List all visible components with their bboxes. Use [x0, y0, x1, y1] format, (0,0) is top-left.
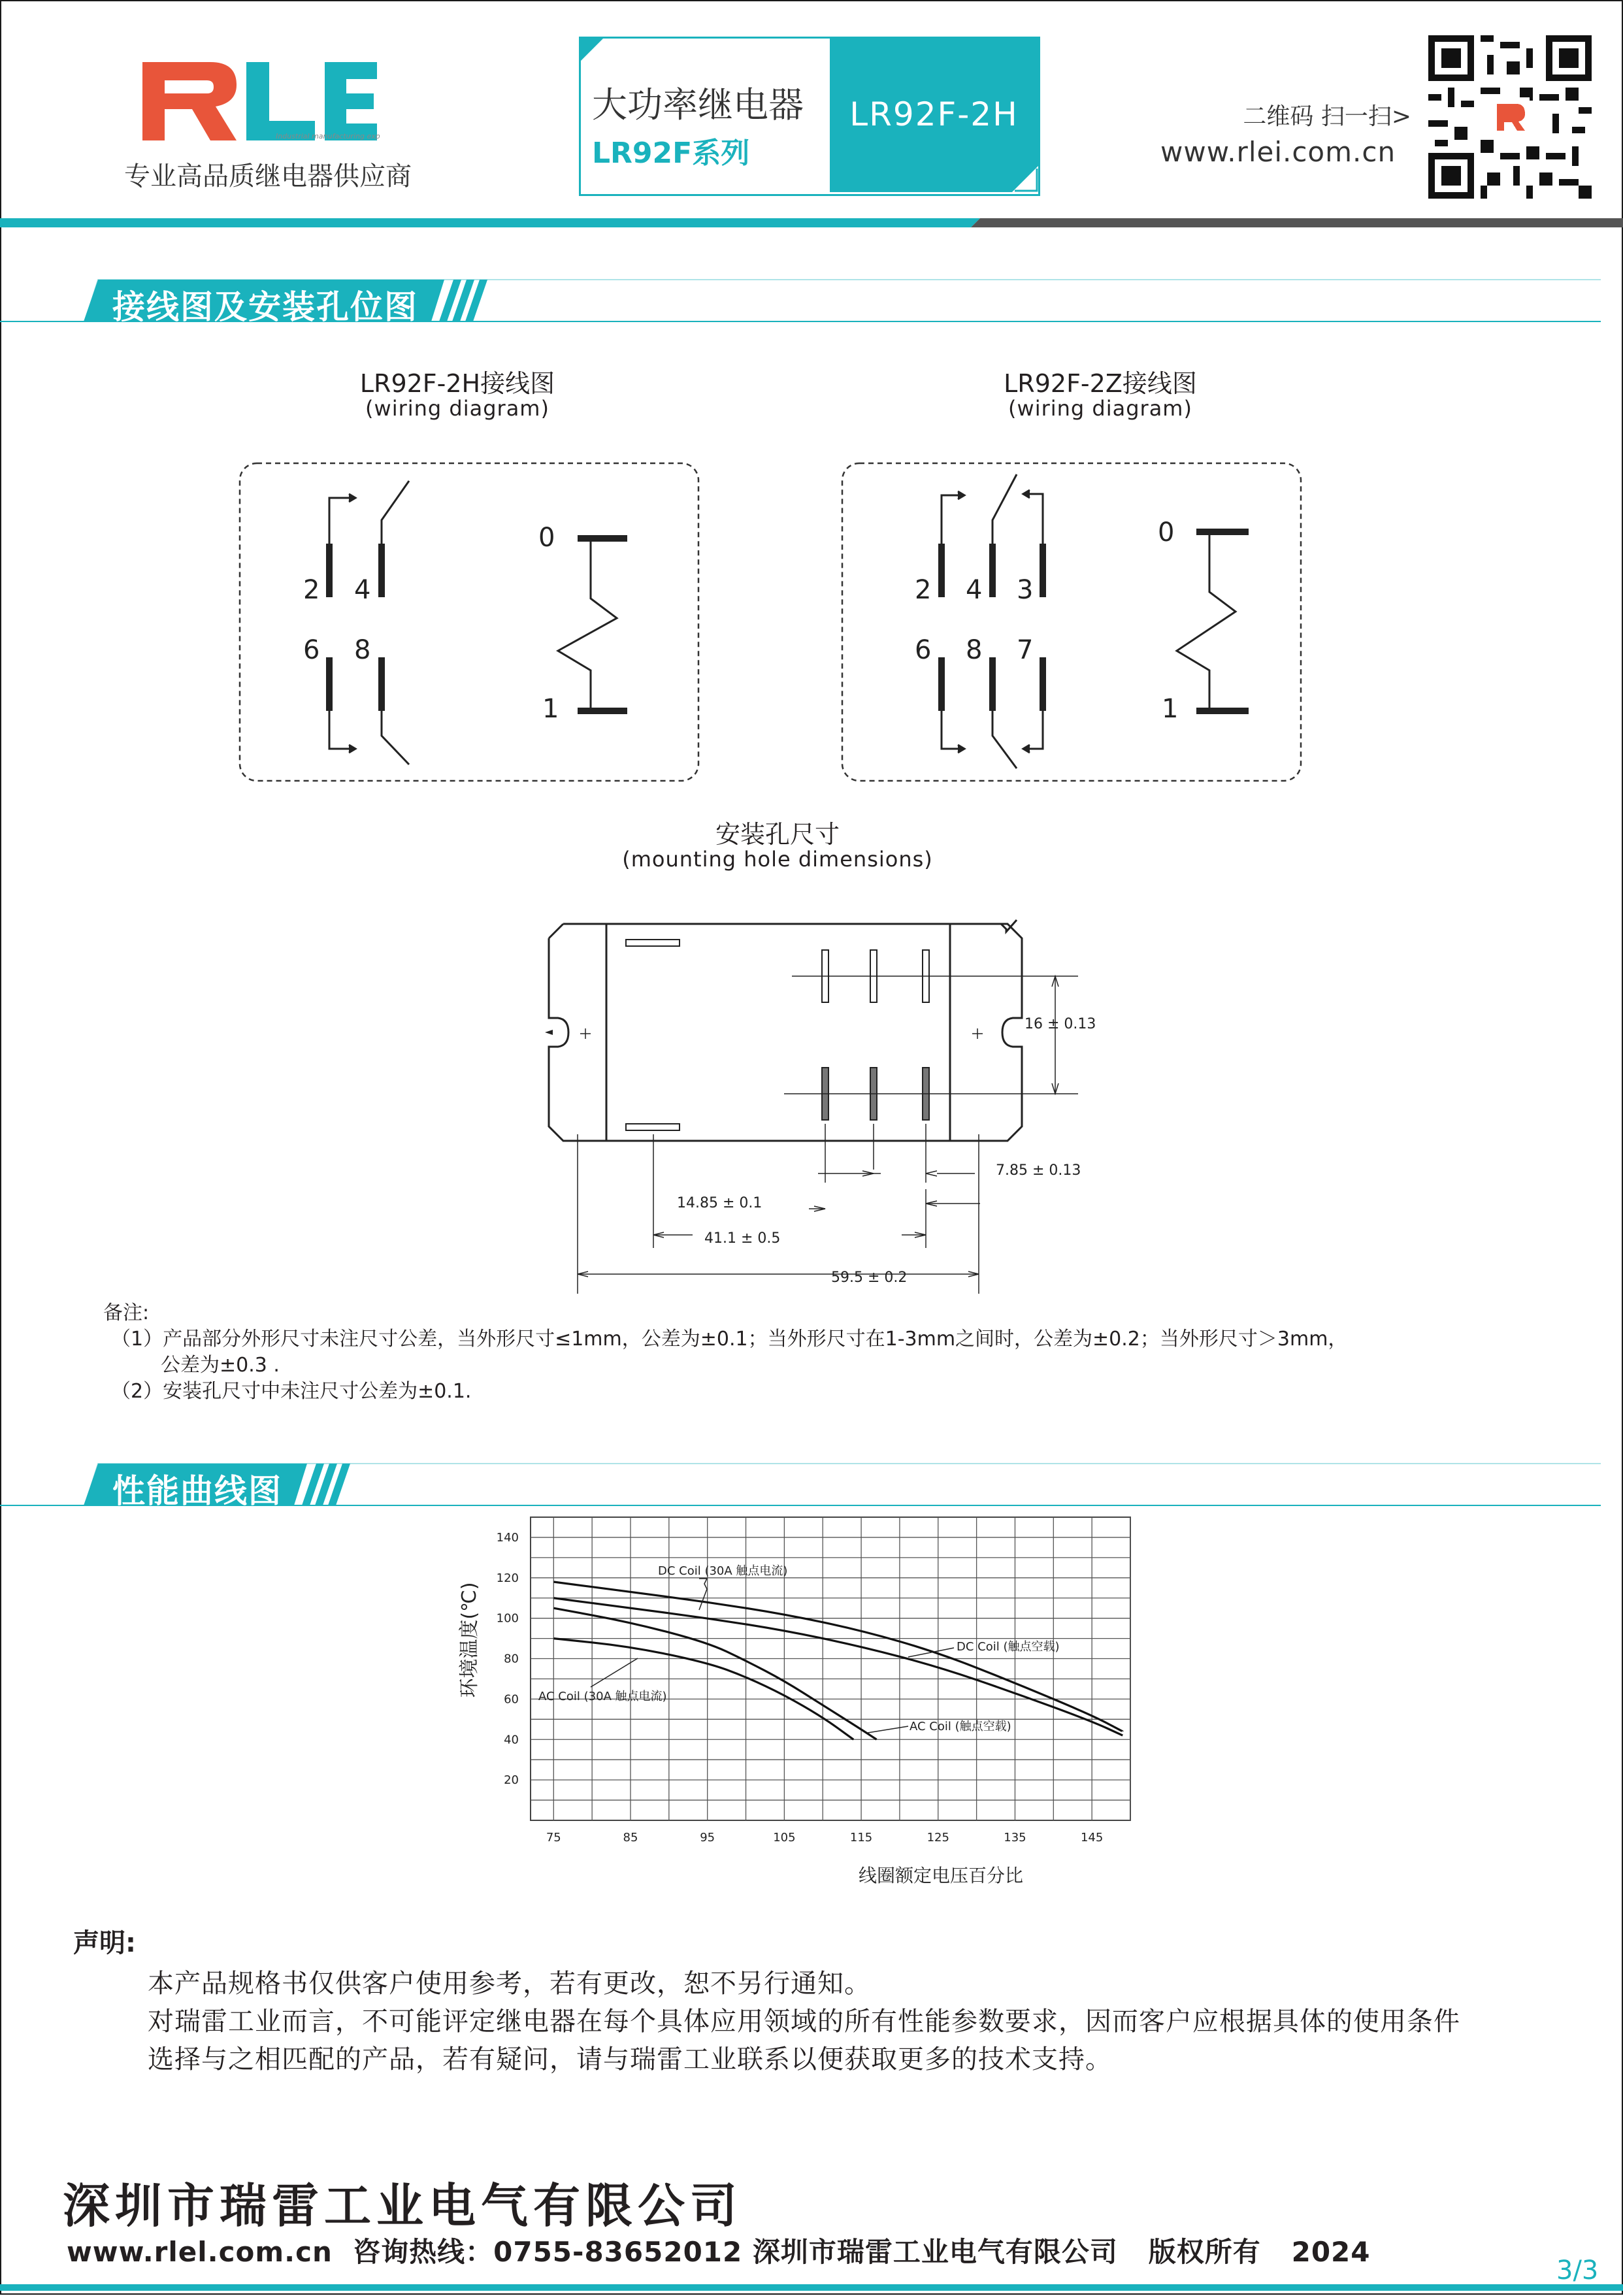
x-tick-label: 145 — [1080, 1831, 1104, 1845]
y-tick-label: 80 — [504, 1652, 519, 1666]
pin-label: 7 — [1017, 635, 1034, 665]
dim-label: 14.85 ± 0.1 — [677, 1195, 762, 1211]
series-line-2 — [553, 1639, 853, 1740]
wiring-diagram-2z — [840, 461, 1303, 783]
corner-deco-right — [1012, 166, 1038, 192]
note-2: （2）安装孔尺寸中未注尺寸公差为±0.1. — [111, 1380, 472, 1403]
dim-label: 16 ± 0.13 — [1025, 1016, 1096, 1032]
series-label-dc-noload: DC Coil (触点空载) — [957, 1640, 1060, 1654]
mounting-title: 安装孔尺寸 — [715, 820, 840, 849]
product-series: LR92F系列 — [592, 137, 750, 170]
pin-label: 1 — [542, 694, 559, 724]
x-tick-label: 75 — [546, 1831, 561, 1845]
series-line-3 — [553, 1608, 876, 1739]
x-tick-label: 105 — [773, 1831, 796, 1845]
dim-label: 41.1 ± 0.5 — [704, 1230, 781, 1247]
pin-label: 8 — [354, 635, 371, 665]
chart-xlabel: 线圈额定电压百分比 — [858, 1865, 1024, 1886]
y-tick-label: 40 — [504, 1733, 519, 1747]
x-tick-label: 85 — [623, 1831, 638, 1845]
pin-label: 4 — [354, 575, 371, 605]
header-divider — [0, 216, 1623, 229]
qr-code-icon[interactable] — [1428, 35, 1592, 199]
wiring-diagram-2h — [238, 461, 700, 783]
y-tick-label: 60 — [504, 1692, 519, 1707]
pin-label: 0 — [538, 523, 555, 553]
x-tick-label: 95 — [700, 1831, 715, 1845]
pin-label: 1 — [1162, 694, 1179, 724]
footer-contact: www.rlel.com.cn 咨询热线：0755-83652012 深圳市瑞雷工业电气有限公司 版权所有 2024 — [67, 2236, 1371, 2268]
series-label-ac-noload: AC Coil (触点空载) — [910, 1720, 1011, 1733]
model-number: LR92F-2H — [830, 37, 1038, 192]
footer-band — [0, 2280, 1623, 2293]
diagram-2h-title: LR92F-2H接线图 — [359, 369, 555, 398]
pin-label: 6 — [303, 635, 320, 665]
company-logo — [139, 56, 380, 147]
mounting-hole-drawing — [536, 908, 1124, 1300]
note-1: （1）产品部分外形尺寸未注尺寸公差，当外形尺寸≤1mm，公差为±0.1；当外形尺寸在1-3mm之间时，公差为±0.2；当外形尺寸＞3mm， — [111, 1328, 1348, 1351]
x-tick-label: 115 — [849, 1831, 873, 1845]
tagline: 专业高品质继电器供应商 — [124, 161, 412, 191]
corner-deco — [579, 37, 605, 63]
mounting-subtitle: (mounting hole dimensions) — [622, 847, 933, 872]
dim-label: 7.85 ± 0.13 — [996, 1162, 1081, 1179]
website[interactable]: www.rlei.com.cn — [1160, 136, 1396, 168]
declaration-line-2: 对瑞雷工业而言，不可能评定继电器在每个具体应用领域的所有性能参数要求，因而客户应根据具体的使用条件 — [148, 2007, 1460, 2037]
logo-subtext: Industrial manufacturing expert — [276, 132, 380, 140]
notes-heading: 备注: — [103, 1302, 150, 1324]
dim-label: 59.5 ± 0.2 — [831, 1270, 908, 1286]
diagram-2h-subtitle: (wiring diagram) — [365, 396, 549, 421]
x-tick-label: 135 — [1004, 1831, 1026, 1845]
series-label-dc-30a: DC Coil (30A 触点电流) — [658, 1564, 788, 1578]
section-title-wiring: 接线图及安装孔位图 — [112, 288, 418, 326]
qr-hint: 二维码 扫一扫> — [1243, 103, 1411, 130]
declaration-title: 声明: — [73, 1928, 136, 1958]
diagram-2z-subtitle: (wiring diagram) — [1008, 396, 1192, 421]
pin-label: 8 — [966, 635, 983, 665]
pin-label: 2 — [915, 575, 932, 605]
company-name: 深圳市瑞雷工业电气有限公司 — [63, 2178, 743, 2233]
pin-label: 3 — [1017, 575, 1034, 605]
y-tick-label: 20 — [504, 1773, 519, 1788]
declaration-line-1: 本产品规格书仅供客户使用参考，若有更改，恕不另行通知。 — [148, 1969, 871, 1999]
pin-label: 4 — [966, 575, 983, 605]
declaration-line-3: 选择与之相匹配的产品，若有疑问，请与瑞雷工业联系以便获取更多的技术支持。 — [148, 2044, 1112, 2075]
y-tick-label: 100 — [496, 1611, 519, 1626]
x-tick-label: 125 — [926, 1831, 949, 1845]
diagram-2z-title: LR92F-2Z接线图 — [1004, 369, 1197, 398]
page-number: 3/3 — [1556, 2255, 1599, 2286]
y-tick-label: 140 — [496, 1530, 519, 1545]
pin-label: 6 — [915, 635, 932, 665]
product-name: 大功率继电器 — [592, 84, 804, 125]
pin-label: 2 — [303, 575, 320, 605]
note-1-cont: 公差为±0.3 . — [161, 1354, 280, 1377]
chart-ylabel: 环境温度(℃) — [458, 1582, 481, 1698]
section-title-curve: 性能曲线图 — [112, 1472, 282, 1510]
series-line-0 — [553, 1582, 1123, 1731]
pin-label: 0 — [1158, 517, 1175, 548]
series-label-ac-30a: AC Coil (30A 触点电流) — [538, 1690, 667, 1703]
y-tick-label: 120 — [496, 1571, 519, 1585]
performance-chart — [451, 1503, 1170, 1895]
